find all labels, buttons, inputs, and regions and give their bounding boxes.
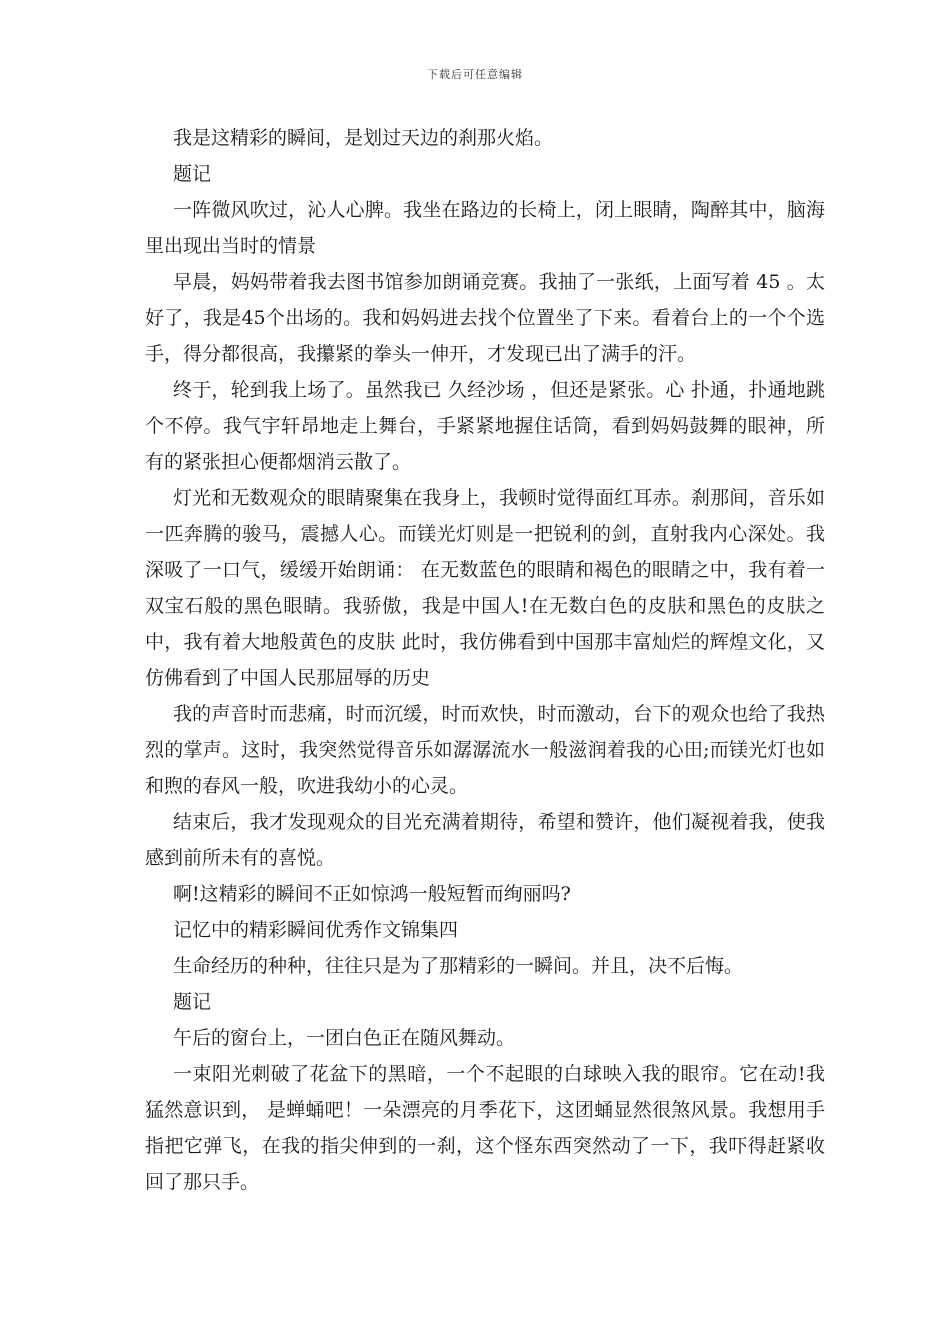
- paragraph: 我是这精彩的瞬间，是划过天边的刹那火焰。: [173, 127, 554, 149]
- paragraph: 生命经历的种种，往往只是为了那精彩的一瞬间。并且，决不后悔。: [173, 955, 744, 977]
- paragraph: 题记: [173, 991, 212, 1013]
- paragraph: 终于，轮到我上场了。虽然我已 久经沙场 ，但还是紧张。心 扑通，扑通地跳个不停。我气宇轩昂地走上舞台，手紧紧地握住话筒，看到妈妈鼓舞的眼神，所有的紧张担心便都烟消云散了。: [145, 379, 825, 473]
- document-body: [145, 120, 825, 1200]
- page-header: 下载后可任意编辑: [427, 68, 523, 81]
- paragraph: 午后的窗台上，一团白色正在随风舞动。: [173, 1027, 516, 1049]
- section-title: 记忆中的精彩瞬间优秀作文锦集四: [173, 919, 459, 941]
- paragraph: 我的声音时而悲痛，时而沉缓，时而欢快，时而激动，台下的观众也给了我热烈的掌声。这时，我突然觉得音乐如潺潺流水一般滋润着我的心田;而镁光灯也如和煦的春风一般，吹进我幼小的心灵。: [145, 703, 825, 797]
- paragraph: 一阵微风吹过，沁人心脾。我坐在路边的长椅上，闭上眼睛，陶醉其中，脑海里出现出当时的情景: [145, 199, 825, 257]
- paragraph: 结束后，我才发现观众的目光充满着期待，希望和赞许，他们凝视着我，使我感到前所未有的喜悦。: [145, 811, 825, 869]
- paragraph: 一束阳光刺破了花盆下的黑暗，一个不起眼的白球映入我的眼帘。它在动!我猛然意识到， 是蝉蛹吧！一朵漂亮的月季花下，这团蛹显然很煞风景。我想用手指把它弹飞，在我的指尖伸到的一刹，这个怪东西突然动了一下，我吓得赶紧收回了那只手。: [145, 1063, 825, 1193]
- paragraph: 灯光和无数观众的眼睛聚集在我身上，我顿时觉得面红耳赤。刹那间，音乐如一匹奔腾的骏马，震撼人心。而镁光灯则是一把锐利的剑，直射我内心深处。我深吸了一口气，缓缓开始朗诵： 在无数蓝色的眼睛和褐色的眼睛之中，我有着一双宝石般的黑色眼睛。我骄傲，我是中国人!在无数白色的皮肤和黑色的皮肤之中，我有着大地般黄色的皮肤 此时，我仿佛看到中国那丰富灿烂的辉煌文化，又仿佛看到了中国人民那屈辱的历史: [145, 487, 825, 689]
- paragraph: 啊!这精彩的瞬间不正如惊鸿一般短暂而绚丽吗?: [173, 883, 571, 905]
- paragraph: 早晨，妈妈带着我去图书馆参加朗诵竞赛。我抽了一张纸，上面写着 45 。太好了，我是45个出场的。我和妈妈进去找个位置坐了下来。看着台上的一个个选手，得分都很高，我攥紧的拳头一伸开，才发现已出了满手的汗。: [145, 271, 825, 365]
- paragraph: 题记: [173, 163, 212, 185]
